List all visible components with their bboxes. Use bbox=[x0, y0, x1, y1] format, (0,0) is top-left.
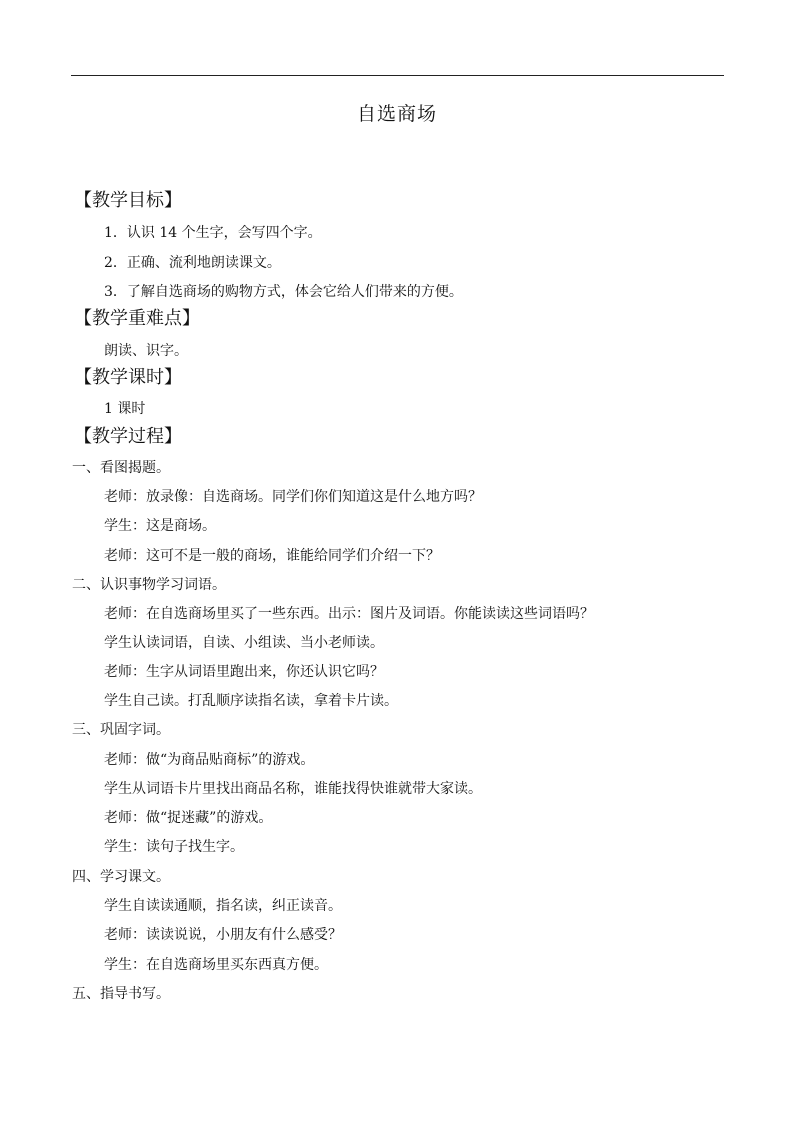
page-title: 自选商场 bbox=[356, 103, 437, 125]
process-step-line: 老师：生字从词语里跑出来，你还认识它吗？ bbox=[104, 664, 384, 680]
key-points-text: 朗读、识字。 bbox=[104, 343, 188, 359]
header-rule bbox=[71, 75, 724, 76]
section-heading-process: 【教学过程】 bbox=[74, 426, 182, 447]
process-step-line: 老师：做“捉迷藏”的游戏。 bbox=[104, 810, 273, 826]
process-step-label: 二、认识事物学习词语。 bbox=[72, 577, 226, 593]
process-step-line: 老师：这可不是一般的商场，谁能给同学们介绍一下？ bbox=[104, 548, 440, 564]
periods-text: 1 课时 bbox=[104, 401, 146, 417]
goal-item: 1．认识 14 个生字，会写四个字。 bbox=[104, 225, 322, 241]
process-step-line: 学生：这是商场。 bbox=[104, 518, 216, 534]
process-step-line: 学生自读读通顺，指名读，纠正读音。 bbox=[104, 898, 342, 914]
process-step-line: 学生：在自选商场里买东西真方便。 bbox=[104, 957, 328, 973]
process-step-line: 学生：读句子找生字。 bbox=[104, 839, 244, 855]
process-step-label: 三、巩固字词。 bbox=[72, 722, 170, 738]
process-step-line: 老师：做“为商品贴商标”的游戏。 bbox=[104, 752, 315, 768]
goal-item: 3．了解自选商场的购物方式，体会它给人们带来的方便。 bbox=[104, 284, 463, 300]
section-heading-goals: 【教学目标】 bbox=[74, 190, 182, 211]
process-step-line: 学生认读词语，自读、小组读、当小老师读。 bbox=[104, 635, 384, 651]
process-step-line: 老师：读读说说，小朋友有什么感受？ bbox=[104, 927, 342, 943]
process-step-label: 一、看图揭题。 bbox=[72, 460, 170, 476]
section-heading-periods: 【教学课时】 bbox=[74, 367, 182, 388]
process-step-line: 学生从词语卡片里找出商品名称，谁能找得快谁就带大家读。 bbox=[104, 781, 482, 797]
process-step-line: 学生自己读。打乱顺序读指名读，拿着卡片读。 bbox=[104, 693, 398, 709]
process-step-line: 老师：放录像：自选商场。同学们你们知道这是什么地方吗？ bbox=[104, 489, 482, 505]
section-heading-key-points: 【教学重难点】 bbox=[74, 308, 200, 329]
goal-item: 2．正确、流利地朗读课文。 bbox=[104, 255, 281, 271]
process-step-label: 四、学习课文。 bbox=[72, 869, 170, 885]
process-step-line: 老师：在自选商场里买了一些东西。出示：图片及词语。你能读读这些词语吗？ bbox=[104, 606, 594, 622]
process-step-label: 五、指导书写。 bbox=[72, 986, 170, 1002]
